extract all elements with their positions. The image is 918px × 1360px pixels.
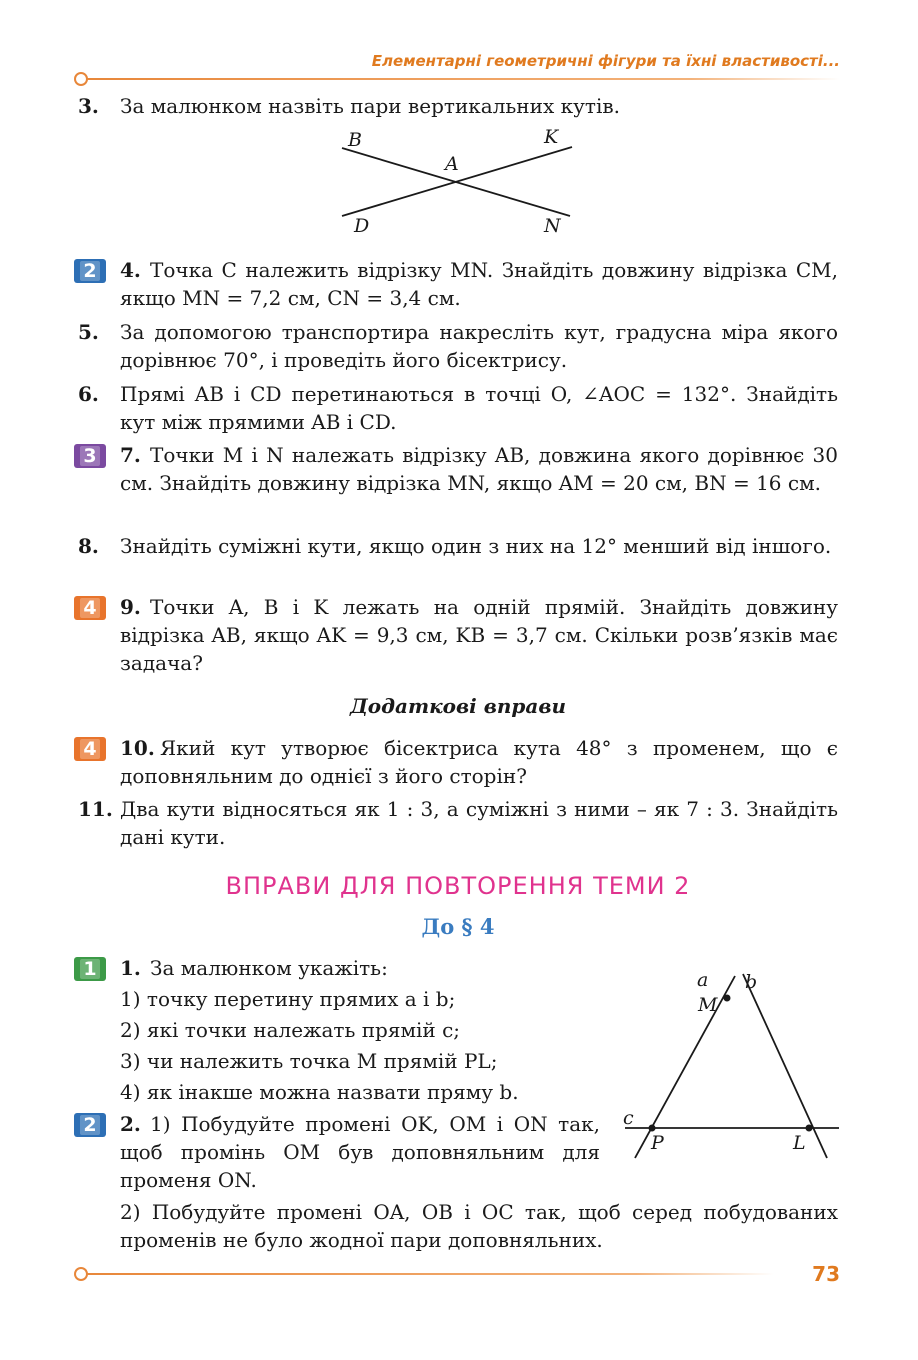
problem-text: Точка C належить відрізку MN. Знайдіть довжину відрізка CM, якщо MN = 7,2 см, CN = 3,4 см. bbox=[120, 258, 838, 310]
theme-review-title: ВПРАВИ ДЛЯ ПОВТОРЕННЯ ТЕМИ 2 bbox=[225, 872, 691, 900]
vertical-angles-figure bbox=[330, 122, 590, 244]
line-b bbox=[743, 974, 827, 1158]
problem-5 bbox=[78, 318, 838, 374]
problem-text: Який кут утворює бісектриса кута 48° з променем, що є доповняльним до однієї з його сторін? bbox=[120, 736, 838, 788]
running-header: Елементарні геометричні фігури та їхні властивості... bbox=[371, 52, 840, 70]
level-badge: 4 bbox=[74, 596, 106, 620]
review-problem-2-part1 bbox=[78, 1110, 600, 1194]
problem-11 bbox=[78, 795, 838, 851]
problem-text: За малюнком назвіть пари вертикальних кутів. bbox=[120, 94, 620, 118]
problem-number: 4. bbox=[120, 258, 141, 282]
label-l: L bbox=[793, 1132, 806, 1154]
level-badge: 2 bbox=[74, 259, 106, 283]
problem-number: 3. bbox=[78, 94, 99, 118]
problem-number: 6. bbox=[78, 382, 99, 406]
level-badge: 3 bbox=[74, 444, 106, 468]
label-d: D bbox=[354, 215, 370, 237]
section-title: До § 4 bbox=[421, 914, 495, 939]
point-p bbox=[649, 1125, 656, 1132]
problem-number: 11. bbox=[78, 797, 113, 821]
problem-8 bbox=[78, 532, 838, 560]
problem-6 bbox=[78, 380, 838, 436]
label-b: B bbox=[348, 129, 362, 151]
problem-text: Прямі AB і CD перетинаються в точці O, ∠AOC = 132°. Знайдіть кут між прямими AB і CD. bbox=[120, 382, 838, 434]
list-item: 1) точку перетину прямих a і b; bbox=[120, 987, 456, 1011]
review-problem-1 bbox=[78, 954, 578, 1106]
problem-number: 5. bbox=[78, 320, 99, 344]
list-item: 2) які точки належать прямій c; bbox=[120, 1018, 461, 1042]
review-problem-2-part2 bbox=[78, 1198, 838, 1254]
problem-10 bbox=[78, 734, 838, 790]
problem-number: 9. bbox=[120, 595, 141, 619]
problem-9 bbox=[78, 593, 838, 677]
label-m: M bbox=[698, 994, 718, 1016]
problem-text: Два кути відносяться як 1 : 3, а суміжні з ними – як 7 : 3. Знайдіть дані кути. bbox=[120, 797, 838, 849]
header-rule bbox=[84, 78, 840, 80]
label-n: N bbox=[544, 215, 561, 237]
label-a: A bbox=[445, 153, 459, 175]
label-c: c bbox=[623, 1107, 634, 1129]
problem-number: 10. bbox=[120, 736, 155, 760]
triangle-lines-figure bbox=[615, 968, 845, 1168]
problem-text: 2) Побудуйте промені OA, OB і OC так, щоб серед побудованих променів не було жодної пари доповняльних. bbox=[120, 1200, 838, 1252]
problem-4 bbox=[78, 256, 838, 312]
problem-text: За допомогою транспортира накресліть кут, градусна міра якого дорівнює 70°, і проведіть його бісектрису. bbox=[120, 320, 838, 372]
problem-text: Знайдіть суміжні кути, якщо один з них на 12° менший від іншого. bbox=[120, 534, 832, 558]
level-badge: 2 bbox=[74, 1113, 106, 1137]
level-badge: 4 bbox=[74, 737, 106, 761]
label-b: b bbox=[745, 971, 758, 993]
problem-text: Точки A, B і K лежать на одній прямій. Знайдіть довжину відрізка AB, якщо AK = 9,3 см, KB = 3,7 см. Скільки розв’язків має задача? bbox=[120, 595, 838, 675]
problem-number: 8. bbox=[78, 534, 99, 558]
problem-text: Точки M і N належать відрізку AB, довжина якого дорівнює 30 см. Знайдіть довжину відрізка MN, якщо AM = 20 см, BN = 16 см. bbox=[120, 443, 838, 495]
problem-text: 1) Побудуйте промені OK, OM і ON так, щоб промінь OM був доповняльним для променя ON. bbox=[120, 1112, 600, 1192]
label-k: K bbox=[544, 126, 559, 148]
label-p: P bbox=[651, 1132, 664, 1154]
problem-number: 7. bbox=[120, 443, 141, 467]
problem-number: 2. bbox=[120, 1112, 141, 1136]
level-badge: 1 bbox=[74, 957, 106, 981]
list-item: 4) як інакше можна назвати пряму b. bbox=[120, 1080, 519, 1104]
point-l bbox=[806, 1125, 813, 1132]
header-rule-dot bbox=[74, 72, 88, 86]
page-number: 73 bbox=[812, 1262, 840, 1286]
list-item: 3) чи належить точка M прямій PL; bbox=[120, 1049, 498, 1073]
footer-rule bbox=[84, 1273, 774, 1275]
problem-text: За малюнком укажіть: bbox=[150, 956, 388, 980]
footer-rule-dot bbox=[74, 1267, 88, 1281]
problem-7 bbox=[78, 441, 838, 497]
problem-3 bbox=[78, 92, 838, 120]
problem-number: 1. bbox=[120, 956, 141, 980]
extra-exercises-title: Додаткові вправи bbox=[349, 694, 566, 718]
label-a: a bbox=[697, 969, 709, 991]
point-m bbox=[724, 995, 731, 1002]
